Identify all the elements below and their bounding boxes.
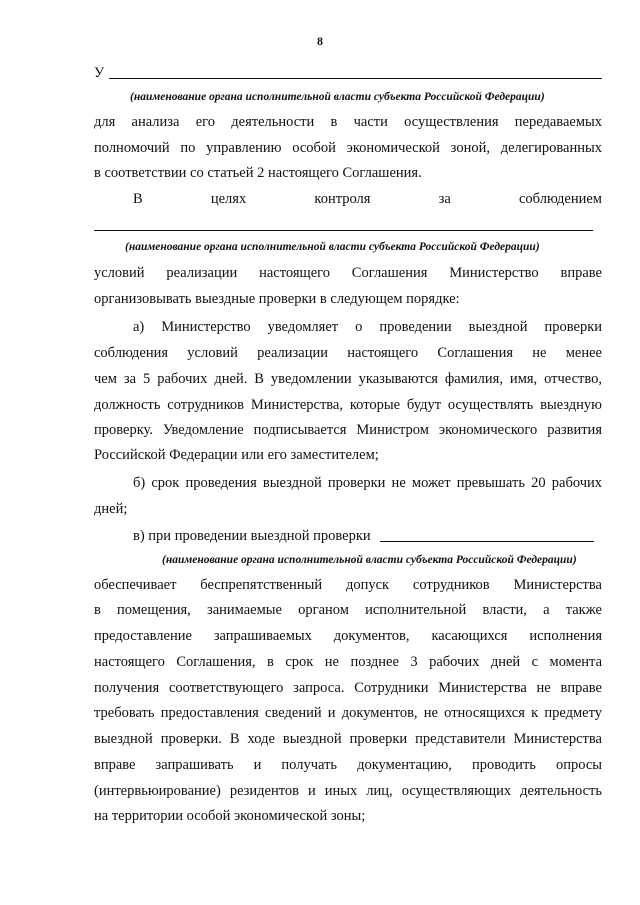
paragraph-line: полномочий по управлению особой экономической зоной, делегированных <box>94 140 602 156</box>
recipient-blank <box>109 78 602 79</box>
item-v-line: обеспечивает беспрепятственный допуск сотрудников Министерства <box>94 577 602 593</box>
control-word: соблюдением <box>519 191 602 207</box>
item-v-line: предоставление запрашиваемых документов, касающихся исполнения <box>94 628 602 644</box>
item-a-line: чем за 5 рабочих дней. В уведомлении указываются фамилия, имя, отчество, <box>94 371 602 387</box>
item-v-line: на территории особой экономической зоны; <box>94 808 366 824</box>
item-v-line: вправе запрашивать и получать документацию, проводить опросы <box>94 757 602 773</box>
control-word: контроля <box>314 191 371 207</box>
item-v-line: требовать предоставления сведений и документов, не относящихся к предмету <box>94 705 602 721</box>
item-a-line: проверку. Уведомление подписывается Министром экономического развития <box>94 422 602 438</box>
authority-blank <box>94 230 593 231</box>
control-word: целях <box>210 191 247 207</box>
item-a-line: а) Министерство уведомляет о проведении выездной проверки <box>133 319 602 335</box>
item-v-line: выездной проверки. В ходе выездной проверки представители Министерства <box>94 731 602 747</box>
paragraph-line: для анализа его деятельности в части осуществления передаваемых <box>94 114 602 130</box>
control-word: В <box>133 191 143 207</box>
authority-caption: (наименование органа исполнительной власти субъекта Российской Федерации) <box>125 241 540 253</box>
recipient-prefix: У <box>94 65 105 81</box>
item-v-line: в помещения, занимаемые органом исполнительной власти, а также <box>94 602 602 618</box>
recipient-line <box>94 64 602 82</box>
page-number: 8 <box>317 34 323 48</box>
item-a-line: Российской Федерации или его заместителем; <box>94 447 379 463</box>
item-a-line: соблюдения условий реализации настоящего Соглашения не менее <box>94 345 602 361</box>
control-word: за <box>438 191 451 207</box>
paragraph-line: организовывать выездные проверки в следующем порядке: <box>94 291 460 307</box>
item-v-line: настоящего Соглашения, в срок не позднее 3 рабочих дней с момента <box>94 654 602 670</box>
item-v-intro: в) при проведении выездной проверки <box>133 528 371 544</box>
paragraph-line: в соответствии со статьей 2 настоящего Соглашения. <box>94 165 422 181</box>
inspection-blank <box>380 541 594 542</box>
item-b-line: дней; <box>94 501 128 517</box>
item-a-line: должность сотрудников Министерства, которые будут осуществлять выездную <box>94 397 602 413</box>
control-line <box>133 190 602 208</box>
item-v-line: (интервьюирование) резидентов и иных лиц, осуществляющих деятельность <box>94 783 602 799</box>
paragraph-line: условий реализации настоящего Соглашения Министерство вправе <box>94 265 602 281</box>
item-b-line: б) срок проведения выездной проверки не может превышать 20 рабочих <box>133 475 602 491</box>
recipient-caption: (наименование органа исполнительной власти субъекта Российской Федерации) <box>130 91 545 103</box>
inspection-caption: (наименование органа исполнительной власти субъекта Российской Федерации) <box>162 554 577 566</box>
item-v-line: получения соответствующего запроса. Сотрудники Министерства не вправе <box>94 680 602 696</box>
